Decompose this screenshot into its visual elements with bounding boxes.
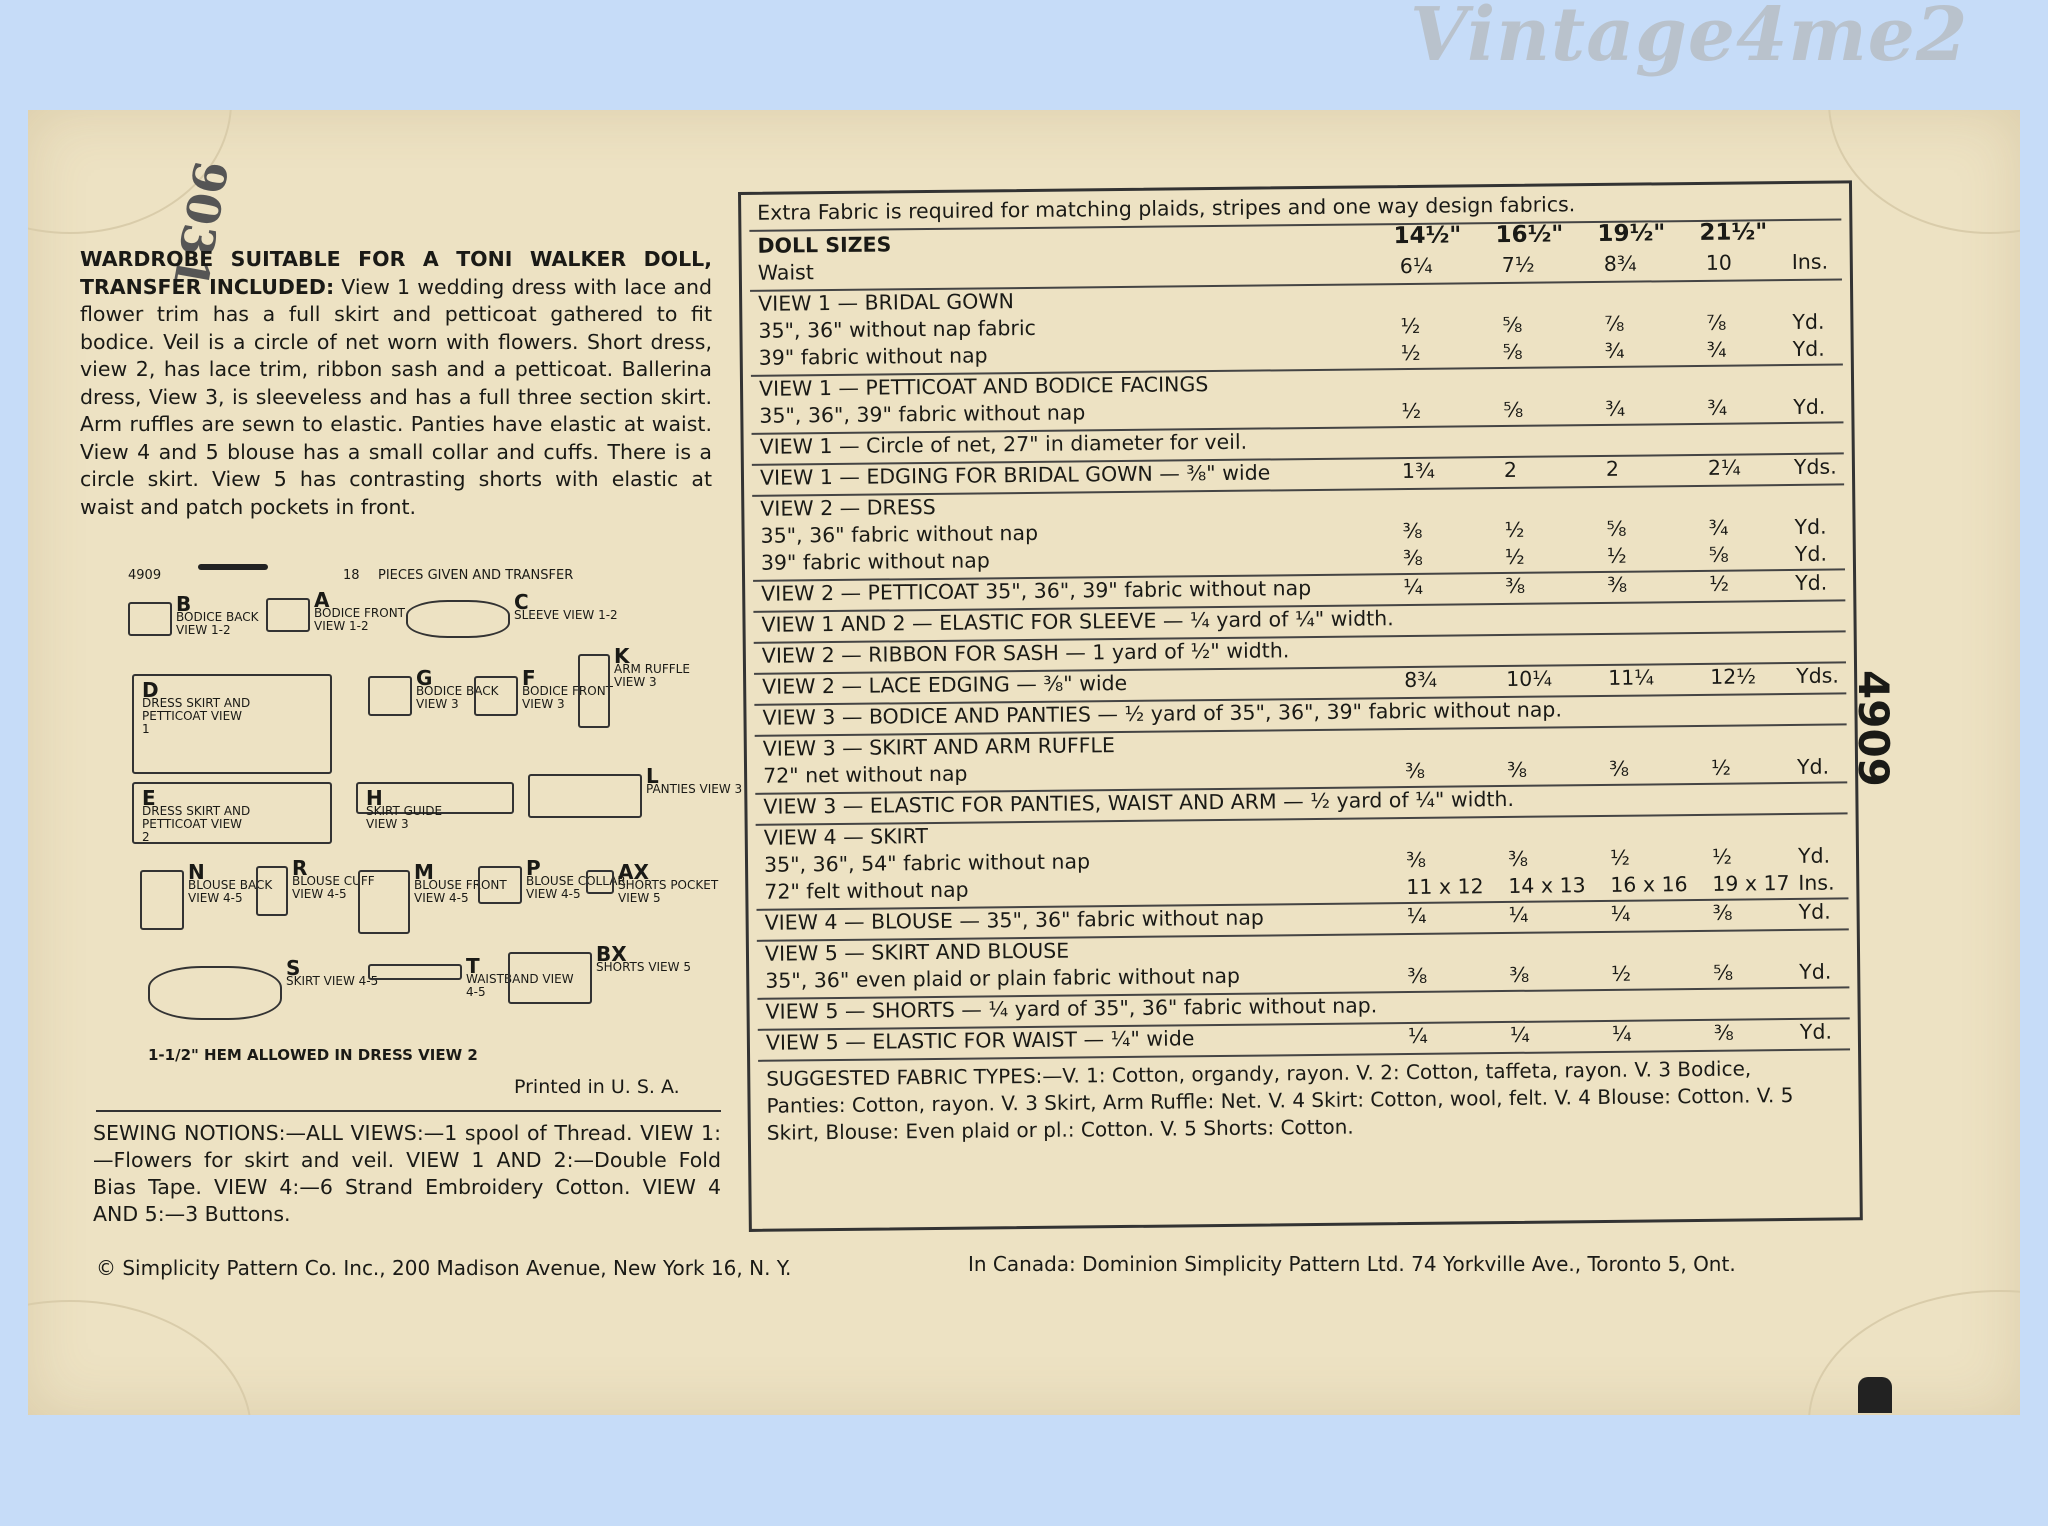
- pattern-piece-label: [514, 590, 624, 622]
- row-label: VIEW 5 — ELASTIC FOR WAIST — ¼" wide: [765, 1026, 1195, 1055]
- pattern-piece-outline: [508, 952, 592, 1004]
- row-label: 35", 36", 39" fabric without nap: [759, 400, 1086, 428]
- row-label: 39" fabric without nap: [760, 548, 990, 575]
- table-cell: 12½: [1710, 664, 1757, 689]
- pattern-piece-outline: [256, 866, 288, 916]
- pattern-piece-outline: [140, 870, 184, 930]
- table-cell: ⅞: [1604, 311, 1625, 336]
- piece-description: BLOUSE CUFF VIEW 4-5: [292, 874, 375, 901]
- row-label: VIEW 1 — EDGING FOR BRIDAL GOWN — ⅜" wide: [759, 460, 1271, 490]
- piece-description: BODICE FRONT VIEW 3: [522, 684, 614, 711]
- table-cell: ½: [1609, 845, 1631, 870]
- pattern-piece-outline: [406, 600, 510, 638]
- piece-description: BLOUSE BACK VIEW 4-5: [188, 878, 273, 905]
- table-cell: ⅜: [1402, 518, 1423, 544]
- table-cell: 6¼: [1399, 253, 1433, 279]
- pieces-label: PIECES GIVEN AND TRANSFER: [378, 568, 574, 583]
- table-cell: ½: [1504, 544, 1525, 569]
- table-cell: ¾: [1706, 337, 1727, 362]
- table-cell: ⅜: [1407, 963, 1428, 989]
- table-cell: 2: [1503, 457, 1518, 482]
- envelope-tab: [1858, 1377, 1892, 1413]
- table-cell: ½: [1400, 313, 1421, 339]
- table-cell: 2¼: [1707, 455, 1741, 480]
- piece-description: BLOUSE COLLAR VIEW 4-5: [526, 874, 626, 901]
- piece-letter: B: [176, 592, 192, 616]
- piece-description: DRESS SKIRT AND PETTICOAT VIEW 2: [142, 804, 251, 844]
- piece-letter: L: [646, 764, 659, 788]
- table-cell: 16 x 16: [1610, 872, 1688, 897]
- table-cell: ¼: [1508, 902, 1529, 927]
- sizes-label: DOLL SIZES: [757, 232, 892, 258]
- suggested-fabrics: SUGGESTED FABRIC TYPES:—V. 1: Cotton, organdy, rayon. V. 2: Cotton, taffeta, rayon. V. 3 Bodice, Panties: Cotton, rayon. V. 3 Skirt, Arm Ruffle: Net. V. 4 Skirt: Cotton, wool, felt. V. 4 Blouse: Cotton. V. 5 Skirt, Blouse: Even plaid or pl.: Cotton. V. 5 Shorts: Cotton.: [766, 1056, 1794, 1145]
- table-cell: ⅝: [1606, 516, 1627, 541]
- stamp-number: 9031: [162, 156, 238, 293]
- piece-description: SLEEVE VIEW 1-2: [514, 608, 618, 622]
- table-cell: ⅜: [1402, 545, 1423, 571]
- table-cell: 10¼: [1506, 666, 1553, 691]
- table-cell: ⅜: [1712, 900, 1733, 925]
- piece-description: PANTIES VIEW 3: [646, 782, 743, 796]
- row-label: VIEW 2 — LACE EDGING — ⅜" wide: [762, 670, 1128, 699]
- table-cell: 8¾: [1404, 667, 1438, 693]
- table-cell: ½: [1711, 844, 1733, 869]
- pattern-piece-outline: [474, 676, 518, 716]
- table-cell: ⅜: [1404, 758, 1426, 784]
- table-cell: ¾: [1708, 515, 1729, 540]
- piece-letter: A: [314, 588, 330, 612]
- pattern-piece-outline: [128, 602, 172, 636]
- extra-fabric-note: Extra Fabric is required for matching plaids, stripes and one way design fabrics.: [757, 192, 1576, 225]
- unit-label: Yd.: [1794, 514, 1827, 539]
- table-cell: ½: [1710, 755, 1732, 780]
- table-cell: ⅜: [1713, 1020, 1734, 1045]
- row-label: 39" fabric without nap: [758, 343, 988, 370]
- envelope-flap-curve: [1828, 110, 2020, 234]
- unit-label: Yd.: [1797, 843, 1831, 868]
- row-label: VIEW 2 — DRESS: [760, 494, 936, 521]
- row-label: VIEW 4 — SKIRT: [763, 824, 929, 850]
- row-label: Waist: [757, 260, 814, 285]
- row-label: 35", 36" fabric without nap: [760, 520, 1039, 548]
- pattern-piece-outline: [266, 598, 310, 632]
- unit-label: Yds.: [1793, 454, 1837, 479]
- pattern-piece-label: [366, 786, 476, 831]
- pattern-description: [80, 246, 712, 521]
- piece-description: SKIRT VIEW 4-5: [286, 974, 379, 988]
- size-header: 19½": [1597, 220, 1666, 248]
- row-label: VIEW 1 — BRIDAL GOWN: [758, 289, 1015, 316]
- row-label: 35", 36" without nap fabric: [758, 315, 1037, 343]
- unit-label: Ins.: [1798, 870, 1835, 895]
- pattern-piece-label: [142, 786, 252, 844]
- hem-note: 1-1/2" HEM ALLOWED IN DRESS VIEW 2: [148, 1046, 478, 1064]
- pen-mark: [198, 564, 268, 570]
- pattern-piece-label: [618, 860, 728, 905]
- canada-address: In Canada: Dominion Simplicity Pattern Ltd. 74 Yorkville Ave., Toronto 5, Ont.: [968, 1252, 1736, 1276]
- table-cell: ⅜: [1405, 847, 1427, 873]
- unit-label: Yd.: [1792, 309, 1825, 334]
- table-cell: ½: [1504, 517, 1525, 542]
- table-cell: ½: [1400, 340, 1421, 366]
- table-cell: 1¾: [1401, 458, 1436, 484]
- envelope-flap-curve: [1808, 1290, 2020, 1415]
- pattern-piece-outline: [578, 654, 610, 728]
- divider: [96, 1110, 721, 1112]
- row-label: VIEW 3 — ELASTIC FOR PANTIES, WAIST AND ARM — ½ yard of ¼" width.: [763, 786, 1515, 819]
- row-label: VIEW 5 — SHORTS — ¼ yard of 35", 36" fabric without nap.: [765, 993, 1378, 1024]
- sewing-notions: SEWING NOTIONS:—ALL VIEWS:—1 spool of Thread. VIEW 1:—Flowers for skirt and veil. VIEW 1 AND 2:—Double Fold Bias Tape. VIEW 4:—6 Strand Embroidery Cotton. VIEW 4 AND 5:—3 Buttons.: [93, 1121, 721, 1226]
- row-label: VIEW 1 — PETTICOAT AND BODICE FACINGS: [758, 372, 1209, 401]
- table-cell: ¾: [1604, 338, 1625, 363]
- piece-letter: C: [514, 590, 529, 614]
- piece-description: SKIRT GUIDE VIEW 3: [366, 804, 443, 831]
- watermark: Vintage4me2: [1410, 0, 1969, 78]
- piece-letter: K: [614, 644, 630, 668]
- table-cell: 14 x 13: [1508, 873, 1586, 898]
- unit-label: Yd.: [1796, 754, 1830, 779]
- pattern-piece-outline: [358, 870, 410, 934]
- piece-count: 18: [343, 568, 360, 583]
- table-cell: ⅝: [1503, 397, 1524, 422]
- row-label: VIEW 5 — SKIRT AND BLOUSE: [764, 938, 1070, 966]
- row-label: VIEW 1 — Circle of net, 27" in diameter for veil.: [759, 429, 1248, 459]
- piece-description: WAISTBAND VIEW 4-5: [466, 972, 574, 999]
- pattern-piece-outline: [478, 866, 522, 904]
- publisher-address: © Simplicity Pattern Co. Inc., 200 Madison Avenue, New York 16, N. Y.: [96, 1256, 792, 1280]
- table-cell: 8¾: [1603, 251, 1637, 276]
- unit-label: Yd.: [1793, 394, 1826, 419]
- unit-label: Yds.: [1796, 663, 1839, 688]
- table-cell: ¼: [1407, 1023, 1428, 1049]
- piece-description: BLOUSE FRONT VIEW 4-5: [414, 878, 507, 905]
- piece-description: SHORTS POCKET VIEW 5: [618, 878, 719, 905]
- table-cell: ½: [1611, 961, 1632, 986]
- table-cell: 10: [1705, 250, 1733, 275]
- piece-description: BODICE FRONT VIEW 1-2: [314, 606, 406, 633]
- side-pattern-number: 4909: [1849, 670, 1898, 787]
- table-cell: ½: [1709, 571, 1730, 596]
- size-header: 16½": [1495, 221, 1564, 249]
- row-label: 35", 36" even plaid or plain fabric without nap: [765, 963, 1241, 993]
- unit-label: Ins.: [1791, 249, 1829, 274]
- piece-letter: AX: [618, 860, 649, 884]
- description-heading: WARDROBE SUITABLE FOR A TONI WALKER DOLL, TRANSFER INCLUDED:: [80, 247, 712, 299]
- table-cell: ¼: [1611, 1021, 1632, 1046]
- table-cell: ⅜: [1505, 573, 1526, 598]
- piece-letter: M: [414, 860, 434, 884]
- unit-label: Yd.: [1794, 541, 1828, 566]
- piece-letter: G: [416, 666, 433, 690]
- pattern-piece-outline: [148, 966, 282, 1020]
- envelope-flap-curve: [28, 1300, 252, 1415]
- table-cell: ⅜: [1507, 846, 1529, 871]
- table-cell: ¾: [1707, 395, 1728, 420]
- table-cell: 2: [1605, 456, 1620, 481]
- table-cell: 7½: [1501, 252, 1535, 278]
- pattern-piece-outline: [528, 774, 642, 818]
- piece-letter: E: [142, 786, 156, 810]
- piece-description: DRESS SKIRT AND PETTICOAT VIEW 1: [142, 696, 251, 736]
- piece-letter: P: [526, 856, 541, 880]
- table-cell: ⅝: [1713, 960, 1734, 985]
- unit-label: Yd.: [1799, 959, 1832, 984]
- row-label: VIEW 1 AND 2 — ELASTIC FOR SLEEVE — ¼ yard of ¼" width.: [761, 606, 1394, 637]
- piece-description: BODICE BACK VIEW 1-2: [176, 610, 259, 637]
- pattern-piece-label: [596, 942, 706, 974]
- table-cell: ⅝: [1708, 542, 1729, 567]
- description-text: View 1 wedding dress with lace and flower trim has a full skirt and petticoat gathered to fit bodice. Veil is a circle of net worn with flowers. Short dress, view 2, has lace trim, ribbon sash and a petticoat. Ballerina dress, View 3, is sleeveless and has a full three section skirt. Arm ruffles are sewn to elastic. Panties have elastic at waist. View 4 and 5 blouse has a small collar and cuffs. There is a circle skirt. View 5 has contrasting shorts with elastic at waist and patch pockets in front.: [80, 274, 712, 519]
- piece-letter: BX: [596, 942, 627, 966]
- table-cell: ⅜: [1509, 962, 1530, 987]
- row-label: 72" net without nap: [762, 761, 968, 788]
- pattern-piece-outline: [368, 964, 462, 980]
- table-cell: ⅜: [1608, 756, 1630, 781]
- unit-label: Yd.: [1792, 336, 1825, 361]
- pattern-piece-label: [646, 764, 756, 796]
- piece-description: ARM RUFFLE VIEW 3: [614, 662, 690, 689]
- table-cell: 11¼: [1608, 665, 1655, 690]
- table-cell: ⅜: [1607, 572, 1628, 597]
- row-label: VIEW 2 — RIBBON FOR SASH — 1 yard of ½" width.: [761, 638, 1290, 668]
- table-cell: ¼: [1610, 901, 1631, 926]
- piece-description: SHORTS VIEW 5: [596, 960, 691, 974]
- table-cell: ⅞: [1706, 310, 1727, 335]
- table-cell: ¼: [1403, 574, 1424, 600]
- printed-in: Printed in U. S. A.: [514, 1076, 680, 1098]
- piece-letter: F: [522, 666, 536, 690]
- piece-description: BODICE BACK VIEW 3: [416, 684, 499, 711]
- table-cell: ¼: [1509, 1022, 1530, 1047]
- unit-label: Yd.: [1799, 1019, 1833, 1044]
- piece-letter: T: [466, 954, 480, 978]
- table-cell: ½: [1606, 543, 1627, 568]
- table-cell: ⅝: [1502, 312, 1523, 338]
- yardage-table: [738, 180, 1863, 1232]
- row-label: VIEW 4 — BLOUSE — 35", 36" fabric without nap: [764, 905, 1264, 935]
- pattern-piece-label: [614, 644, 724, 689]
- table-cell: ⅜: [1506, 757, 1528, 782]
- size-header: 21½": [1699, 219, 1768, 246]
- row-label: VIEW 3 — SKIRT AND ARM RUFFLE: [762, 733, 1115, 761]
- unit-label: Yd.: [1798, 899, 1831, 924]
- table-cell: 11 x 12: [1406, 874, 1484, 900]
- table-cell: ½: [1401, 398, 1422, 424]
- row-label: VIEW 2 — PETTICOAT 35", 36", 39" fabric without nap: [761, 576, 1312, 606]
- size-header: 14½": [1393, 222, 1462, 250]
- row-label: VIEW 3 — BODICE AND PANTIES — ½ yard of 35", 36", 39" fabric without nap.: [762, 697, 1563, 730]
- piece-letter: S: [286, 956, 301, 980]
- piece-letter: N: [188, 860, 205, 884]
- row-label: 35", 36", 54" fabric without nap: [763, 849, 1091, 877]
- pattern-envelope-back: [28, 110, 2020, 1415]
- table-cell: 19 x 17: [1712, 871, 1790, 896]
- table-cell: ¾: [1605, 396, 1626, 421]
- unit-label: Yd.: [1795, 570, 1828, 595]
- piece-letter: R: [292, 856, 308, 880]
- pattern-piece-outline: [586, 870, 614, 894]
- piece-letter: H: [366, 786, 383, 810]
- row-label: 72" felt without nap: [764, 877, 969, 904]
- pattern-piece-outline: [368, 676, 412, 716]
- table-cell: ⅝: [1502, 339, 1523, 365]
- pattern-number: 4909: [128, 568, 162, 583]
- table-cell: ¼: [1406, 903, 1427, 929]
- piece-letter: D: [142, 678, 159, 702]
- pattern-piece-label: [142, 678, 252, 736]
